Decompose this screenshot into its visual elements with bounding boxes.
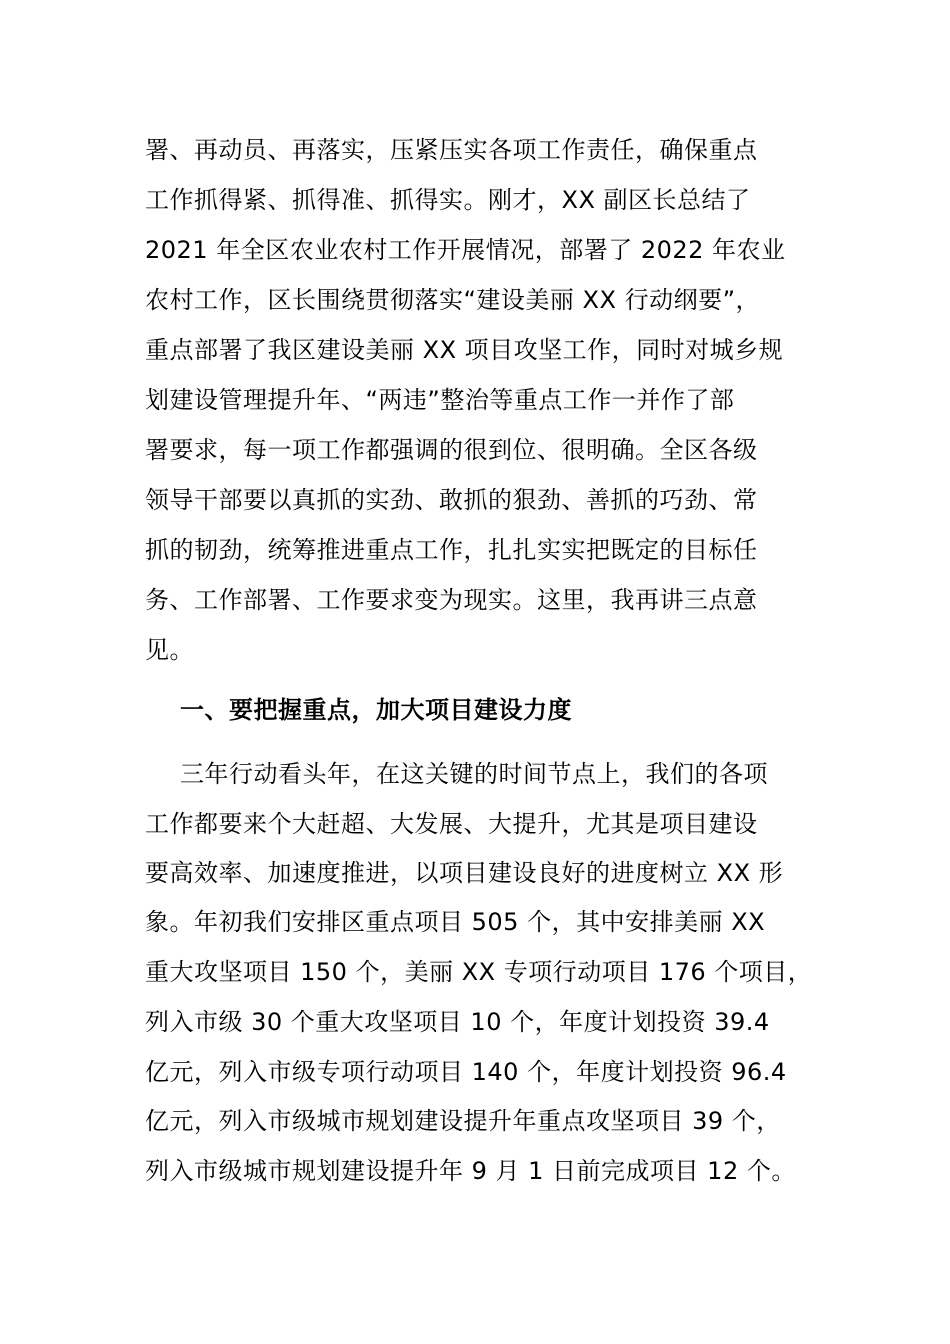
section-heading: 一、要把握重点，加大项目建设力度 (180, 696, 572, 724)
paragraph-1-line: 署、再动员、再落实，压紧压实各项工作责任，确保重点 (145, 136, 758, 164)
paragraph-2-line: 列入市级城市规划建设提升年 9 月 1 日前完成项目 12 个。 (145, 1157, 796, 1185)
paragraph-2-line: 重大攻坚项目 150 个，美丽 XX 专项行动项目 176 个项目， (145, 958, 813, 986)
paragraph-1-line: 2021 年全区农业农村工作开展情况，部署了 2022 年农业 (145, 236, 786, 264)
paragraph-1-line: 划建设管理提升年、“两违”整治等重点工作一并作了部 (145, 386, 735, 414)
paragraph-1-line: 署要求，每一项工作都强调的很到位、很明确。全区各级 (145, 436, 758, 464)
paragraph-2-line: 要高效率、加速度推进，以项目建设良好的进度树立 XX 形 (145, 859, 784, 887)
paragraph-2-line: 亿元，列入市级专项行动项目 140 个，年度计划投资 96.4 (145, 1058, 787, 1086)
paragraph-1-line: 抓的韧劲，统筹推进重点工作，扎扎实实把既定的目标任 (145, 536, 758, 564)
paragraph-1-line: 农村工作，区长围绕贯彻落实“建设美丽 XX 行动纲要”， (145, 286, 761, 314)
paragraph-2-line: 列入市级 30 个重大攻坚项目 10 个，年度计划投资 39.4 (145, 1008, 770, 1036)
paragraph-1-line: 务、工作部署、工作要求变为现实。这里，我再讲三点意 (145, 586, 758, 614)
paragraph-2-line: 三年行动看头年，在这关键的时间节点上，我们的各项 (180, 760, 768, 788)
paragraph-2-line: 亿元，列入市级城市规划建设提升年重点攻坚项目 39 个， (145, 1107, 781, 1135)
paragraph-1-line: 工作抓得紧、抓得准、抓得实。刚才，XX 副区长总结了 (145, 186, 751, 214)
paragraph-2-line: 象。年初我们安排区重点项目 505 个，其中安排美丽 XX (145, 908, 766, 936)
paragraph-1-line: 重点部署了我区建设美丽 XX 项目攻坚工作，同时对城乡规 (145, 336, 784, 364)
paragraph-2-line: 工作都要来个大赶超、大发展、大提升，尤其是项目建设 (145, 810, 758, 838)
paragraph-1-line: 领导干部要以真抓的实劲、敢抓的狠劲、善抓的巧劲、常 (145, 486, 758, 514)
paragraph-1-line: 见。 (145, 636, 194, 664)
